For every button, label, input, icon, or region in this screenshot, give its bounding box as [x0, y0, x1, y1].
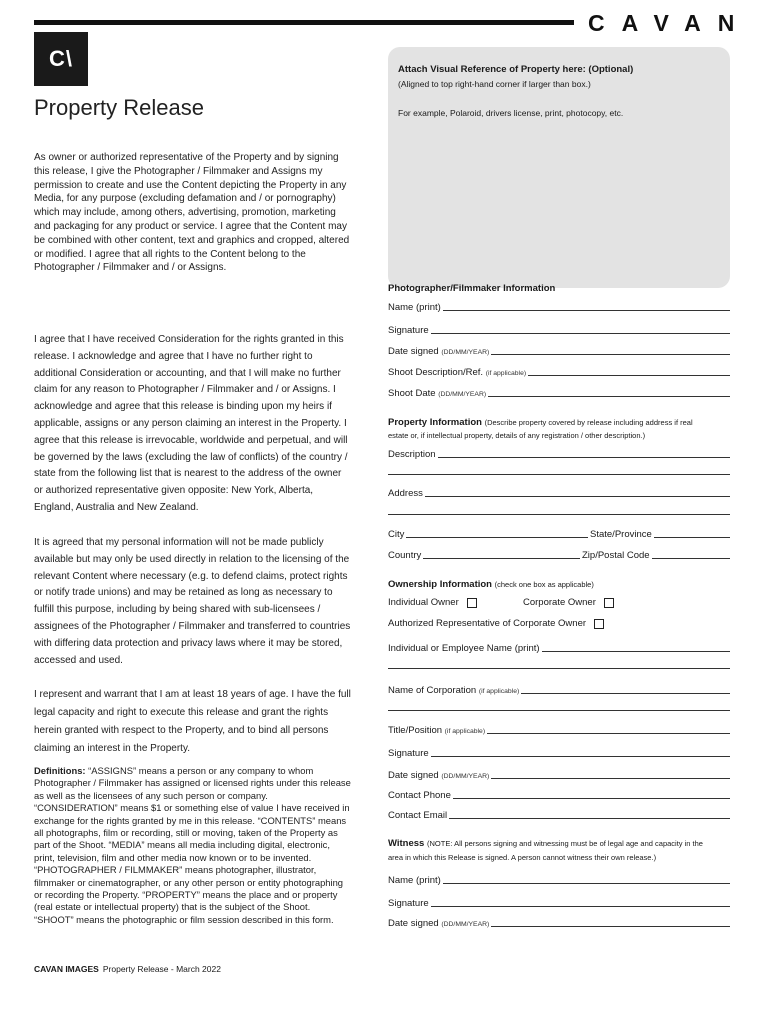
employee-extra-line[interactable]	[388, 668, 730, 669]
if-applicable-hint: (if applicable)	[478, 688, 520, 695]
authorized-rep-label: Authorized Representative of Corporate Owner	[388, 618, 587, 629]
if-applicable-hint: (if applicable)	[485, 370, 527, 377]
brand-logo	[34, 32, 88, 86]
definitions-paragraph	[34, 765, 352, 926]
witness-date-label: Date signed	[388, 918, 439, 929]
individual-owner-label: Individual Owner	[388, 597, 459, 608]
corporation-name-field[interactable]	[388, 682, 730, 696]
city-label: City	[388, 529, 405, 540]
city-field[interactable]	[388, 526, 588, 540]
corporate-owner-label: Corporate Owner	[523, 597, 596, 608]
property-description-field[interactable]	[388, 446, 730, 460]
photographer-signature-field[interactable]	[388, 322, 730, 336]
consideration-paragraph: I agree that I have received Consideration for the rights granted in this release. I acknowledge and agree that I have no further right to additional Consideration or accounting, and that I will make no further claim for any reason to Photographer / Filmmaker and / or Assigns. I acknowledge and agree that this release is binding upon my heirs if applicable, assigns or any person claiming an interest in the Property. I agree that this release is irrevocable, worldwide and perpetual, and will be governed by the laws (excluding the law of conflicts) of the country / state from the following list that is nearest to the address of the owner or authorized representative given opposite: New York, Alberta, England, Australia and New Zealand.	[34, 334, 348, 513]
authorized-rep-checkbox[interactable]	[594, 619, 604, 629]
owner-signature-field[interactable]	[388, 745, 730, 759]
corporate-owner-option[interactable]	[523, 597, 614, 608]
owner-date-field[interactable]	[388, 767, 730, 781]
if-applicable-hint: (if applicable)	[444, 728, 486, 735]
property-address-label: Address	[388, 488, 423, 499]
warranty-paragraph: I represent and warrant that I am at least 18 years of age. I have the full legal capacity and right to execute this release and grant the rights herein granted with respect to the Property, and to bind all persons claiming an interest in the Property.	[34, 689, 351, 754]
footer-text: Property Release - March 2022	[102, 964, 221, 974]
brand-wordmark: CAVAN	[588, 10, 752, 36]
attach-heading: Attach Visual Reference of Property here: (Optional)	[398, 64, 634, 75]
description-extra-line[interactable]	[388, 474, 730, 475]
zip-label: Zip/Postal Code	[582, 550, 650, 561]
attach-reference-box[interactable]	[388, 47, 730, 288]
corporation-extra-line[interactable]	[388, 710, 730, 711]
corporation-name-label: Name of Corporation	[388, 685, 477, 696]
photographer-date-label: Date signed	[388, 346, 439, 357]
individual-owner-option[interactable]	[388, 597, 477, 608]
owner-date-label: Date signed	[388, 770, 439, 781]
date-format-hint: (DD/MM/YEAR)	[441, 773, 490, 780]
witness-signature-field[interactable]	[388, 895, 730, 909]
property-heading	[388, 417, 693, 428]
definitions-text: “ASSIGNS” means a person or any company to whom Photographer / Filmmaker has assigned or licensed rights under this release as well as the licensees of any such person or company. “CONSIDERATION” means $1 or something else of value I have received in exchange for the rights granted by me in this release. “CONTENTS” means all photographs, film or recording, still or moving, taken of the Property as part of the Shoot. “MEDIA” means all media including digital, electronic, print, television, film and other media now known or to be invented. “PHOTOGRAPHER / FILMMAKER” means photographer, illustrator, filmmaker or cinematographer, or any other person or entity photographing or recording the Property. “PROPERTY” means the place and or property (real estate or intellectual property) that is the subject of the Shoot. “SHOOT” means the photographic or film session described in this form.	[34, 765, 351, 925]
date-format-hint: (DD/MM/YEAR)	[438, 391, 487, 398]
country-field[interactable]	[388, 547, 580, 561]
witness-note-2: area in which this Release is signed. A person cannot witness their own release.)	[388, 853, 657, 862]
shoot-date-label: Shoot Date	[388, 388, 436, 399]
date-format-hint: (DD/MM/YEAR)	[441, 349, 490, 356]
zip-field[interactable]	[582, 547, 730, 561]
state-label: State/Province	[590, 529, 652, 540]
shoot-date-field[interactable]	[388, 385, 730, 399]
ownership-heading	[388, 579, 594, 590]
shoot-description-field[interactable]	[388, 364, 730, 378]
address-extra-line[interactable]	[388, 514, 730, 515]
individual-owner-checkbox[interactable]	[467, 598, 477, 608]
date-format-hint: (DD/MM/YEAR)	[441, 921, 490, 928]
shoot-description-label: Shoot Description/Ref.	[388, 367, 484, 378]
attach-subheading: (Aligned to top right-hand corner if larger than box.)	[398, 79, 591, 89]
witness-note: (NOTE: All persons signing and witnessing must be of legal age and capacity in the	[426, 839, 703, 848]
photographer-name-field[interactable]	[388, 299, 730, 313]
country-label: Country	[388, 550, 422, 561]
witness-heading-text: Witness	[388, 838, 425, 849]
employee-name-label: Individual or Employee Name (print)	[388, 643, 540, 654]
photographer-date-field[interactable]	[388, 343, 730, 357]
corporate-owner-checkbox[interactable]	[604, 598, 614, 608]
ownership-heading-text: Ownership Information	[388, 579, 492, 590]
page-title: Property Release	[34, 95, 204, 120]
ownership-note: (check one box as applicable)	[494, 580, 594, 589]
property-note-2: estate or, if intellectual property, details of any registration / other description.)	[388, 431, 646, 440]
footer	[34, 964, 221, 974]
witness-date-field[interactable]	[388, 915, 730, 929]
release-grant-paragraph: As owner or authorized representative of the Property and by signing this release, I give the Photographer / Filmmaker and Assigns my permission to create and use the Content depicting the Property in any Media, for any purpose (excluding defamation and / or pornography) which may include, among others, advertising, promotion, marketing and packaging for any product or service. I agree that the Content may be combined with other content, text and graphics and cropped, altered or modified. I agree that all rights to the Content belong to the Photographer / Filmmaker and / or Assigns.	[34, 152, 350, 274]
contact-phone-field[interactable]	[388, 787, 730, 801]
contact-email-field[interactable]	[388, 807, 730, 821]
witness-heading	[388, 838, 703, 849]
contact-phone-label: Contact Phone	[388, 790, 451, 801]
footer-brand: CAVAN IMAGES	[34, 964, 99, 974]
photographer-name-label: Name (print)	[388, 302, 441, 313]
property-address-field[interactable]	[388, 485, 730, 499]
property-description-label: Description	[388, 449, 436, 460]
employee-name-field[interactable]	[388, 640, 730, 654]
owner-signature-label: Signature	[388, 748, 429, 759]
photographer-heading: Photographer/Filmmaker Information	[388, 283, 556, 294]
attach-example: For example, Polaroid, drivers license, print, photocopy, etc.	[398, 108, 624, 118]
logo-text: C\	[49, 46, 73, 71]
privacy-paragraph: It is agreed that my personal information will not be made publicly available but may only be used directly in relation to the licensing of the relevant Content where necessary (e.g. to defend claims, protect rights or notify trade unions) and may be retained as long as necessary to fulfill this purpose, including by being shared with sub-licensees / assignees of the Photographer / Filmmaker and transferred to countries with differing data protection and privacy laws where it may be stored, accessed and used.	[34, 537, 351, 666]
witness-name-field[interactable]	[388, 872, 730, 886]
authorized-rep-option[interactable]	[388, 618, 604, 629]
header-rule	[34, 20, 574, 25]
definitions-label: Definitions:	[34, 765, 86, 776]
witness-name-label: Name (print)	[388, 875, 441, 886]
title-position-label: Title/Position	[388, 725, 443, 736]
title-position-field[interactable]	[388, 722, 730, 736]
photographer-signature-label: Signature	[388, 325, 429, 336]
witness-signature-label: Signature	[388, 898, 429, 909]
property-note: (Describe property covered by release including address if real	[484, 418, 693, 427]
contact-email-label: Contact Email	[388, 810, 448, 821]
state-field[interactable]	[590, 526, 730, 540]
property-heading-text: Property Information	[388, 417, 482, 428]
